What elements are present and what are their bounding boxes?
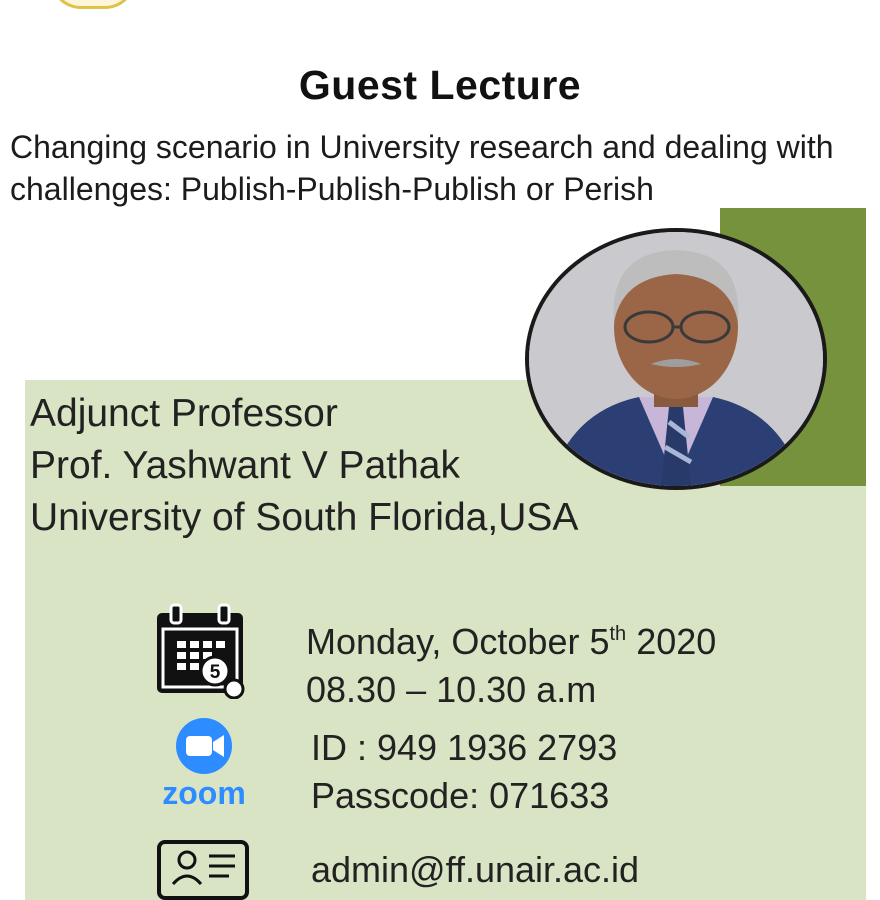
speaker-role: Adjunct Professor <box>30 392 338 435</box>
event-date: Monday, October 5 <box>306 621 610 662</box>
zoom-meeting-id: ID : 949 1936 2793 <box>311 727 618 768</box>
speaker-affiliation: University of South Florida,USA <box>30 496 579 539</box>
contact-card-icon <box>157 840 249 900</box>
zoom-brand-label: zoom <box>162 775 246 811</box>
calendar-icon <box>155 603 249 699</box>
contact-email[interactable]: admin@ff.unair.ac.id <box>311 849 640 890</box>
zoom-passcode: Passcode: 071633 <box>311 775 610 816</box>
event-date-suffix: th <box>609 623 627 645</box>
lecture-topic: Changing scenario in University research and dealing with challenges: Publish-Publish-Publish or Perish <box>10 129 834 207</box>
speaker-name: Prof. Yashwant V Pathak <box>30 444 460 487</box>
zoom-video-icon[interactable] <box>150 718 260 812</box>
zoom-details <box>311 724 617 820</box>
event-time: 08.30 – 10.30 a.m <box>306 669 597 710</box>
event-datetime <box>306 610 716 714</box>
event-year: 2020 <box>626 621 717 662</box>
page-title: Guest Lecture <box>298 62 582 108</box>
calendar-day: 5 <box>209 662 221 683</box>
institution-logo <box>50 0 136 9</box>
speaker-details <box>30 388 578 544</box>
